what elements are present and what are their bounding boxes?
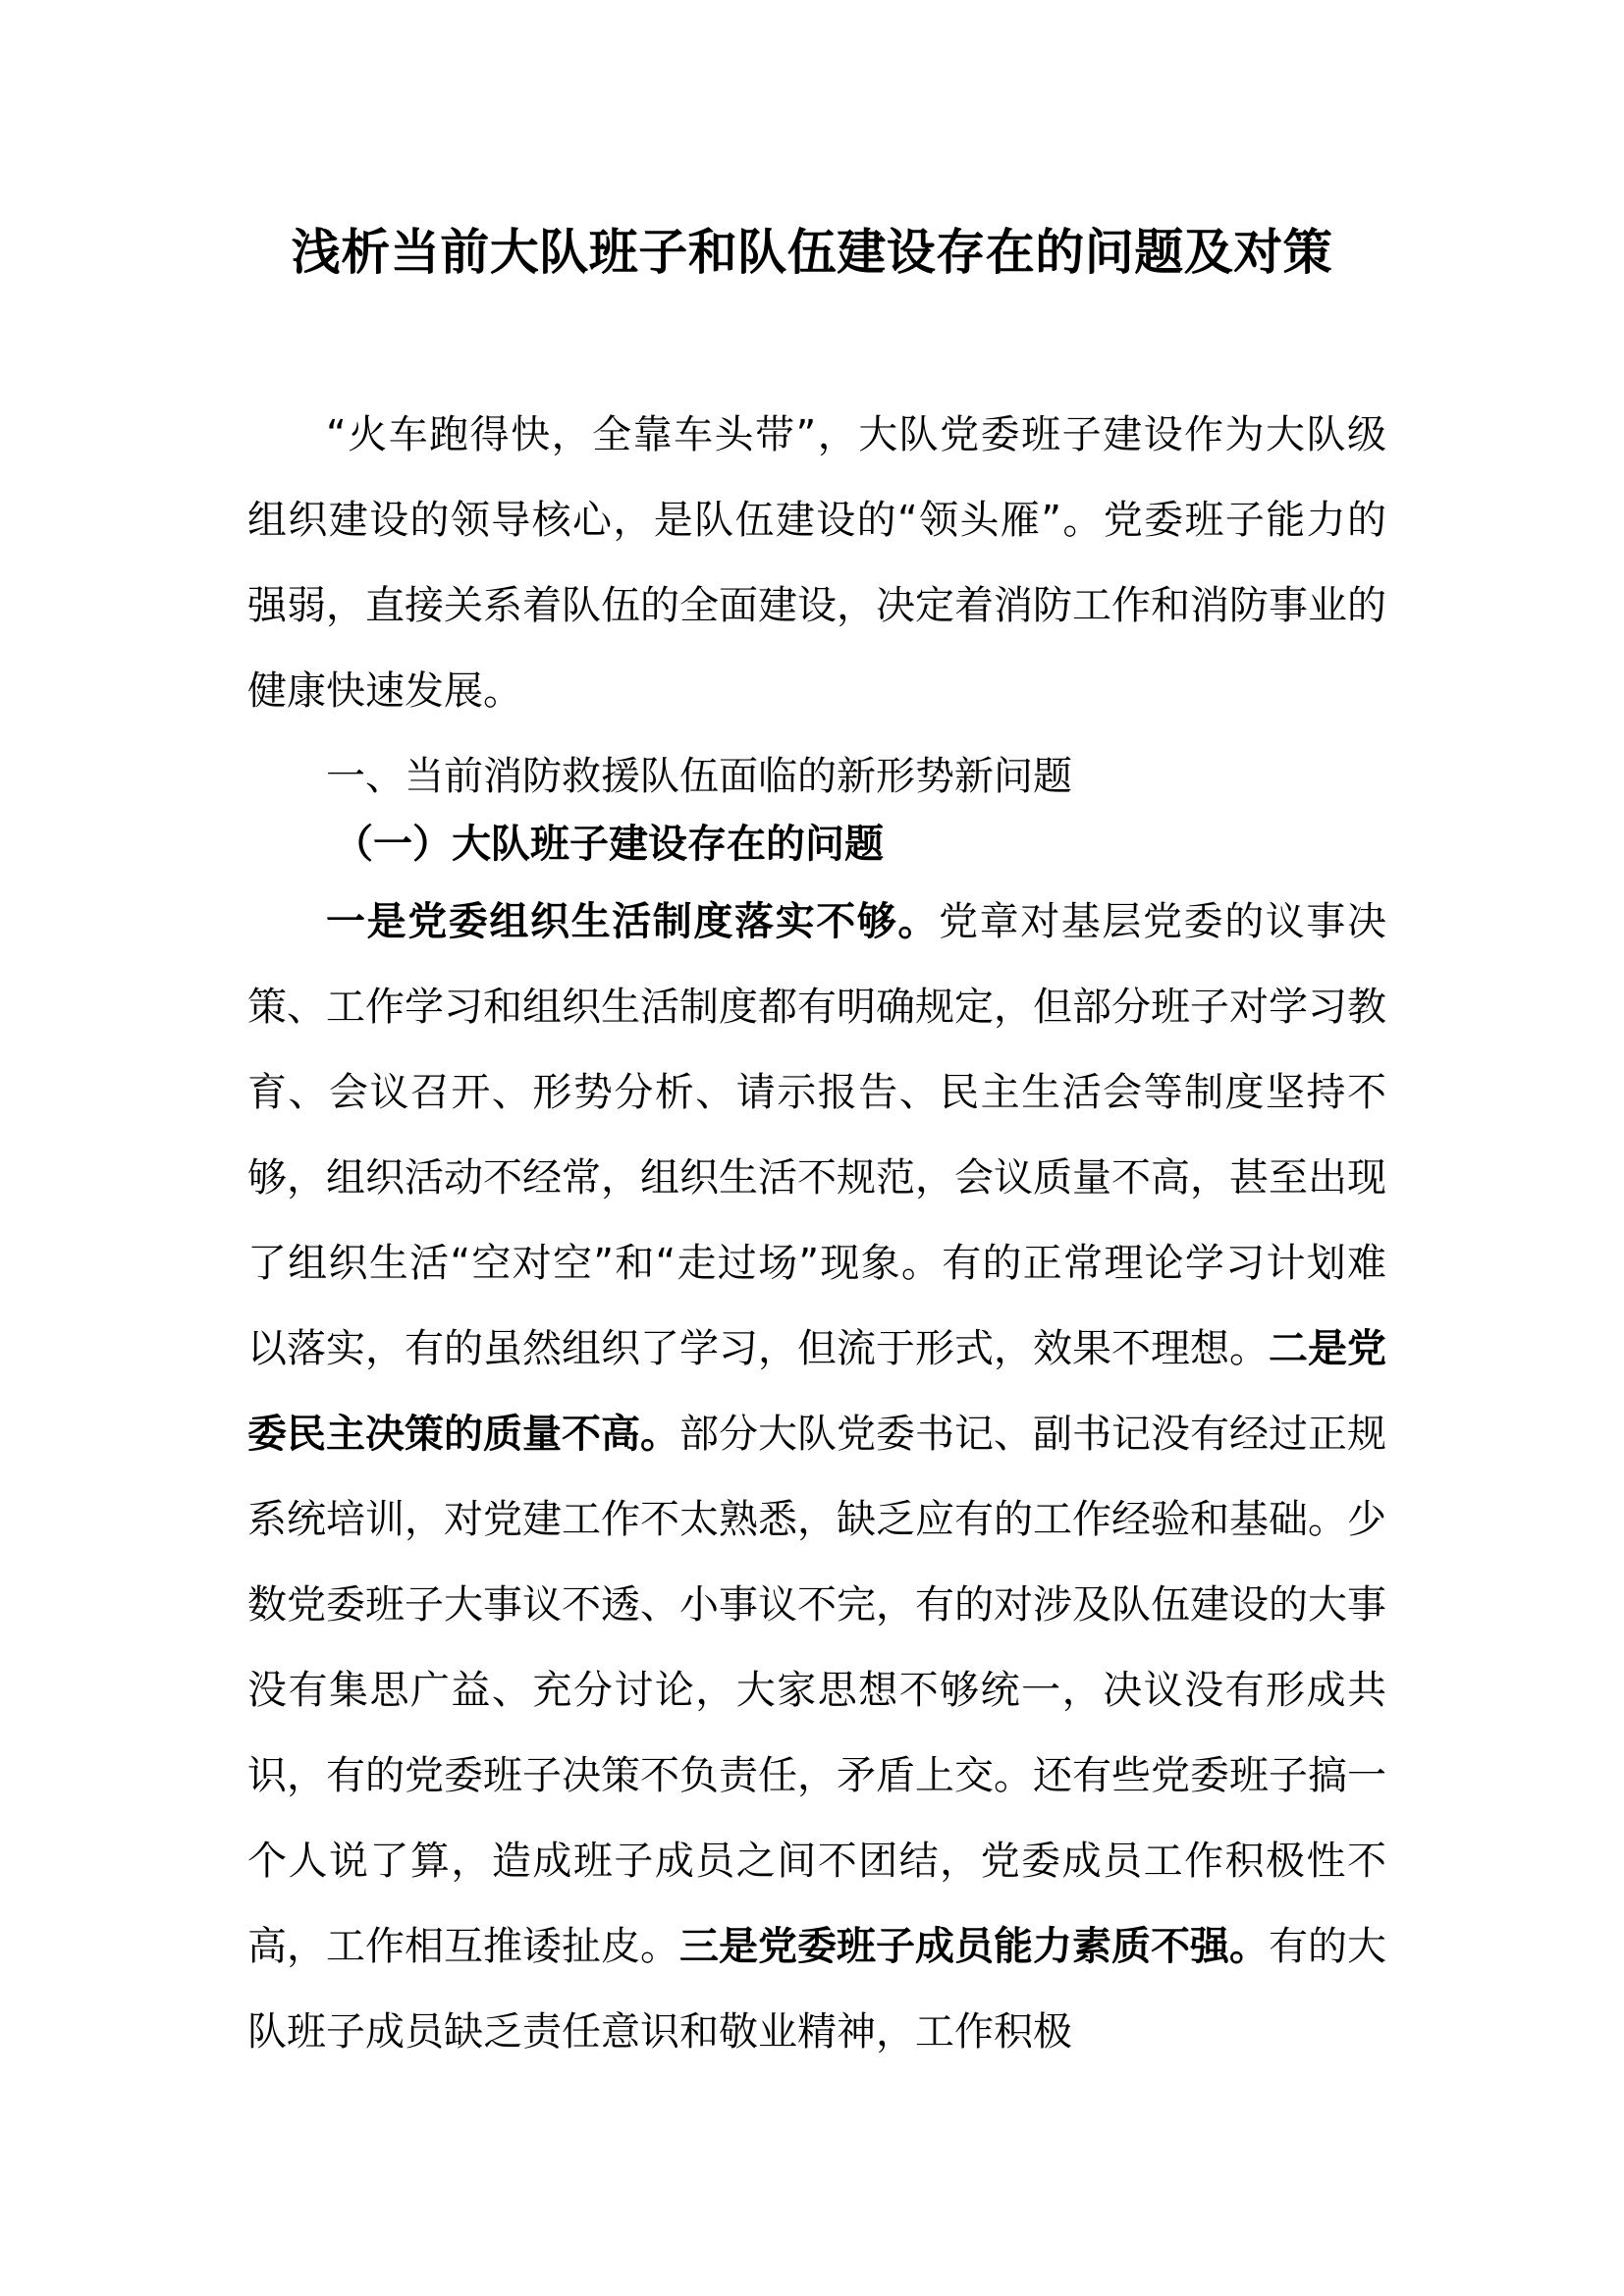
point-1-lead: 一是党委组织生活制度落实不够。 <box>326 899 939 944</box>
point-1-text: 党章对基层党委的议事决策、工作学习和组织生活制度都有明确规定，但部分班子对学习教育、会议召开、形势分析、请示报告、民主生活会等制度坚持不够，组织活动不经常，组织生活不规范，会议质量不高，甚至出现了组织生活“空对空”和“走过场”现象。有的正常理论学习计划难以落实，有的虽然组织了学习，但流于形式，效果不理想。 <box>247 899 1386 1371</box>
intro-paragraph: “火车跑得快，全靠车头带”，大队党委班子建设作为大队级组织建设的领导核心，是队伍建设的“领头雁”。党委班子能力的强弱，直接关系着队伍的全面建设，决定着消防工作和消防事业的健康快速发展。 <box>247 412 1386 714</box>
document-title: 浅析当前大队班子和队伍建设存在的问题及对策 <box>291 224 1333 281</box>
point-3-text: 有的大队班子成员缺乏责任意识和敬业精神，工作积极 <box>247 1924 1386 2055</box>
document-body <box>247 393 1386 2075</box>
section-heading: 一、当前消防救援队伍面临的新形势新问题 <box>326 754 1072 799</box>
point-2-text: 部分大队党委书记、副书记没有经过正规系统培训，对党建工作不太熟悉，缺乏应有的工作经验和基础。少数党委班子大事议不透、小事议不完，有的对涉及队伍建设的大事没有集思广益、充分讨论，大家思想不够统一，决议没有形成共识，有的党委班子决策不负责任，矛盾上交。还有些党委班子搞一个人说了算，造成班子成员之间不团结，党委成员工作积极性不高，工作相互推诿扯皮。 <box>247 1412 1386 1969</box>
point-3-lead: 三是党委班子成员能力素质不强。 <box>679 1924 1269 1969</box>
problems-paragraph <box>247 880 1386 2075</box>
point-2-lead: 二是党委民主决策的质量不高。 <box>247 1326 1386 1457</box>
subsection-heading: （一）大队班子建设存在的问题 <box>334 822 884 867</box>
